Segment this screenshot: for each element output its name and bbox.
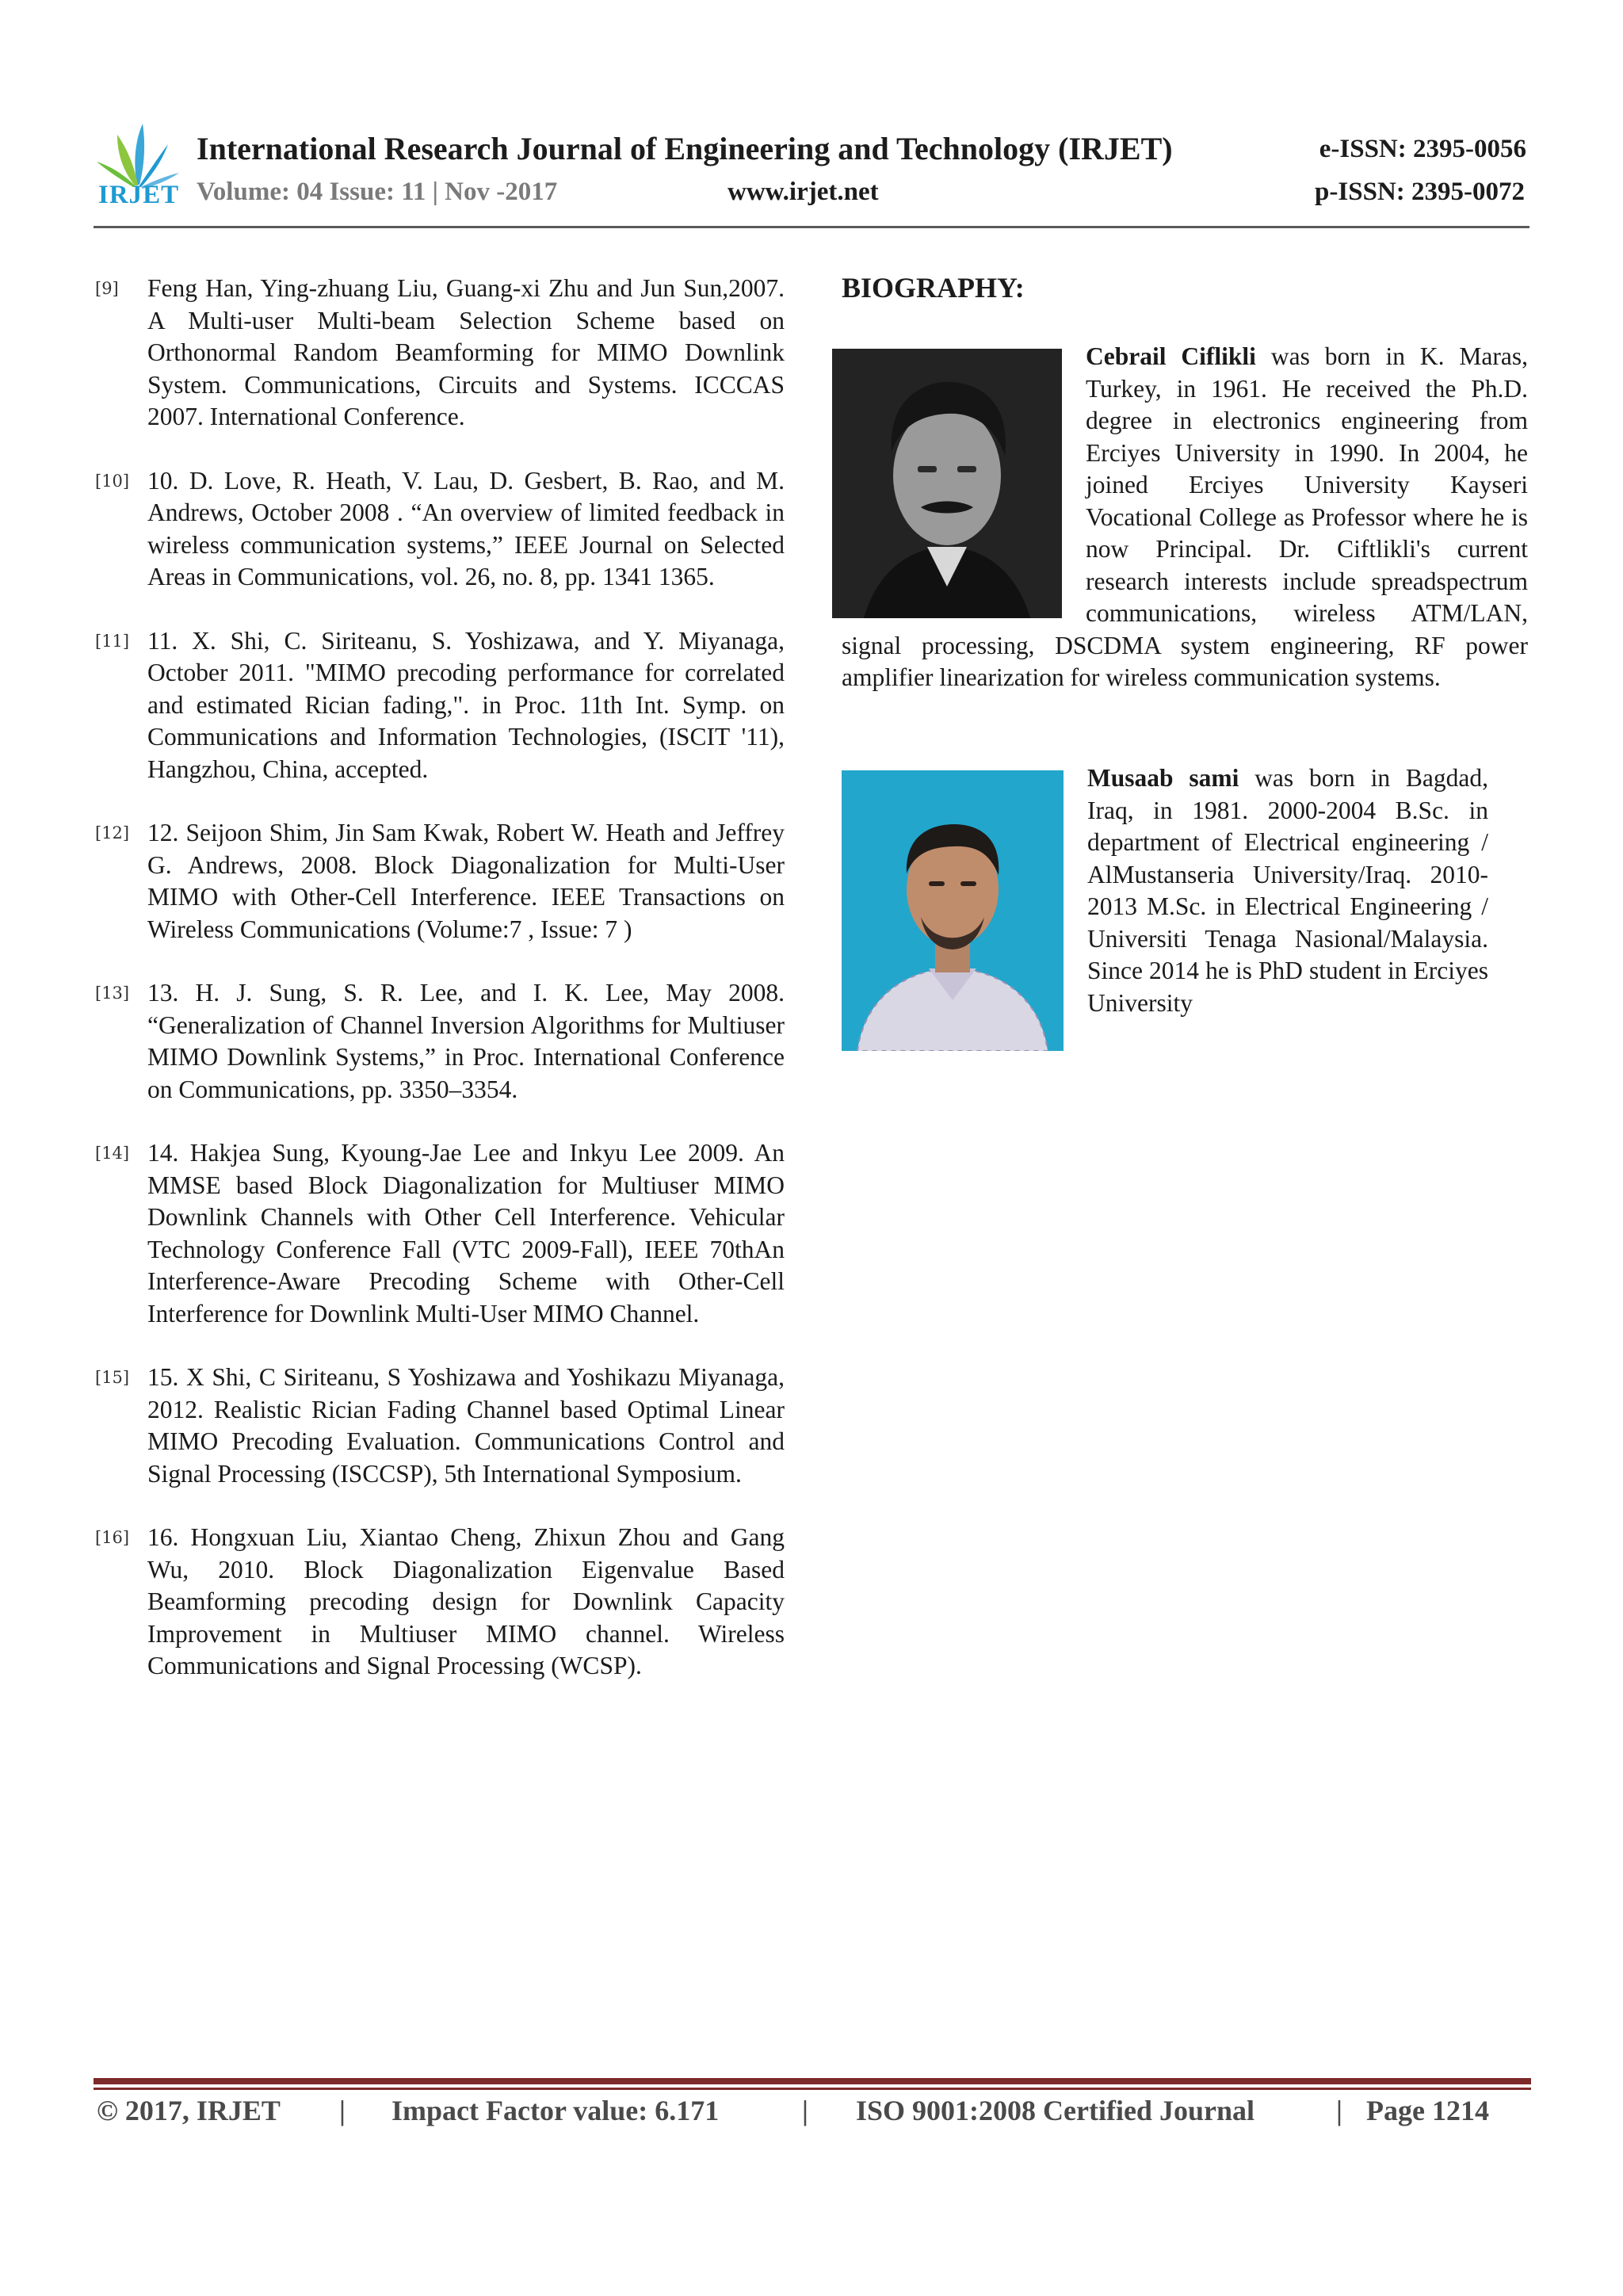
footer-impact-factor: Impact Factor value: 6.171 [391, 2095, 720, 2126]
reference-item [95, 1522, 785, 1683]
reference-number: [14] [95, 1144, 130, 1163]
e-issn: e-ISSN: 2395-0056 [1319, 135, 1526, 163]
author-bio-text: was born in Bagdad, Iraq, in 1981. 2000-2004 B.Sc. in department of Electrical engineering / AlMustanseria University/Iraq. 2010-2013 M.Sc. in Electrical Engineering / Universiti Tenaga Nasional/Malaysia. Since 2014 he is PhD student in Erciyes University [1087, 764, 1488, 1017]
biography-entry [842, 341, 1528, 694]
volume-issue: Volume: 04 Issue: 11 | Nov -2017 [197, 178, 558, 206]
footer-iso-certification: ISO 9001:2008 Certified Journal [856, 2095, 1254, 2126]
reference-item [95, 977, 785, 1106]
biography-heading: BIOGRAPHY: [842, 272, 1025, 304]
reference-item [95, 273, 785, 434]
reference-number: [9] [95, 279, 119, 298]
reference-number: [16] [95, 1528, 130, 1547]
reference-number: [12] [95, 823, 130, 842]
author-photo-icon [842, 770, 1064, 1051]
reference-text: Feng Han, Ying-zhuang Liu, Guang-xi Zhu and Jun Sun,2007. A Multi-user Multi-beam Selection Scheme based on Orthonormal Random Beamforming for MIMO Downlink System. Communications, Circuits and Systems. ICCCAS 2007. International Conference. [147, 274, 785, 430]
author-photo-icon [832, 349, 1062, 618]
reference-text: 15. X Shi, C Siriteanu, S Yoshizawa and Yoshikazu Miyanaga, 2012. Realistic Rician Fading Channel based Optimal Linear MIMO Precoding Evaluation. Communications Control and Signal Processing (ISCCSP), 5th International Symposium. [147, 1363, 785, 1488]
website-link[interactable]: www.irjet.net [727, 178, 879, 206]
biography-entry [842, 762, 1488, 1054]
reference-item [95, 817, 785, 946]
reference-text: 16. Hongxuan Liu, Xiantao Cheng, Zhixun Zhou and Gang Wu, 2010. Block Diagonalization Eigenvalue Based Beamforming precoding design for Downlink Capacity Improvement in Multiuser MIMO channel. Wireless Communications and Signal Processing (WCSP). [147, 1523, 785, 1679]
reference-item [95, 1362, 785, 1490]
reference-text: 12. Seijoon Shim, Jin Sam Kwak, Robert W. Heath and Jeffrey G. Andrews, 2008. Block Diagonalization for Multi-User MIMO with Other-Cell Interference. IEEE Transactions on Wireless Communications (Volume:7 , Issue: 7 ) [147, 819, 785, 943]
footer-page-number: Page 1214 [1366, 2095, 1489, 2126]
author-bio-text: was born in K. Maras, Turkey, in 1961. He received the Ph.D. degree in electronics engineering from Erciyes University in 1990. In 2004, he joined Erciyes University Kayseri Vocational College as Professor where he is now Principal. Dr. Ciftlikli's current research interests include spreadspectrum communications, wireless ATM/LAN, signal processing, DSCDMA system engineering, RF power amplifier linearization for wireless communication systems. [842, 342, 1529, 691]
references-list [95, 273, 785, 1714]
footer-separator: | [802, 2095, 808, 2126]
reference-item [95, 465, 785, 594]
footer-copyright: © 2017, IRJET [97, 2095, 281, 2126]
reference-item [95, 625, 785, 786]
reference-text: 10. D. Love, R. Heath, V. Lau, D. Gesbert, B. Rao, and M. Andrews, October 2008 . “An overview of limited feedback in wireless communication systems,” IEEE Journal on Selected Areas in Communications, vol. 26, no. 8, pp. 1341 1365. [147, 466, 785, 590]
footer-divider-thin [94, 2088, 1531, 2090]
reference-number: [15] [95, 1368, 130, 1387]
p-issn: p-ISSN: 2395-0072 [1315, 178, 1525, 206]
reference-number: [10] [95, 471, 130, 491]
header-divider [94, 226, 1529, 228]
footer-divider [94, 2078, 1531, 2084]
reference-item [95, 1137, 785, 1330]
reference-number: [11] [95, 631, 130, 651]
reference-number: [13] [95, 984, 130, 1003]
reference-text: 13. H. J. Sung, S. R. Lee, and I. K. Lee, May 2008. “Generalization of Channel Inversion Algorithms for Multiuser MIMO Downlink Systems,” in Proc. International Conference on Communications, pp. 3350–3354. [147, 979, 785, 1103]
footer-separator: | [1336, 2095, 1342, 2126]
footer-separator: | [339, 2095, 346, 2126]
author-name: Cebrail Ciflikli [1086, 342, 1256, 370]
reference-text: 11. X. Shi, C. Siriteanu, S. Yoshizawa, and Y. Miyanaga, October 2011. "MIMO precoding performance for correlated and estimated Rician fading,". in Proc. 11th Int. Symp. on Communications and Information Technologies, (ISCIT '11), Hangzhou, China, accepted. [147, 626, 785, 783]
logo-text: IRJET [98, 181, 180, 209]
author-name: Musaab sami [1087, 764, 1239, 792]
page-footer [97, 2094, 1531, 2132]
reference-text: 14. Hakjea Sung, Kyoung-Jae Lee and Inkyu Lee 2009. An MMSE based Block Diagonalization for Multiuser MIMO Downlink Channels with Other Cell Interference. Vehicular Technology Conference Fall (VTC 2009-Fall), IEEE 70thAn Interference-Aware Precoding Scheme with Other-Cell Interference for Downlink Multi-User MIMO Channel. [147, 1139, 785, 1328]
journal-title: International Research Journal of Engineering and Technology (IRJET) [197, 131, 1173, 166]
